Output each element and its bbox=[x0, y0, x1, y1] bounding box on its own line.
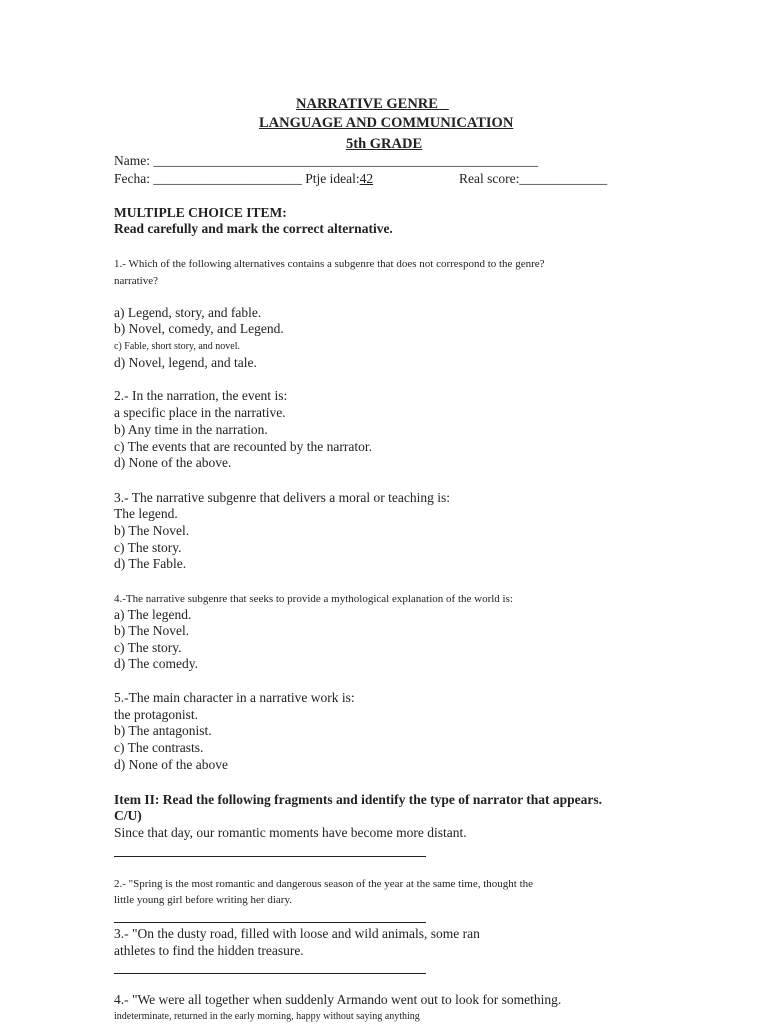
fragment4-line2: indeterminate, returned in the early morning, happy without saying anything bbox=[114, 1011, 420, 1022]
fragment3-line1: 3.- "On the dusty road, filled with loose and wild animals, some ran bbox=[114, 926, 480, 941]
q2-text: 2.- In the narration, the event is: bbox=[114, 388, 288, 403]
q1-text-line2: narrative? bbox=[114, 275, 158, 287]
fragment2-line1: 2.- "Spring is the most romantic and dangerous season of the year at the same time, thought the bbox=[114, 878, 534, 890]
section1-heading: MULTIPLE CHOICE ITEM: bbox=[114, 205, 287, 220]
q1-option-a: a) Legend, story, and fable. bbox=[114, 305, 262, 320]
q5-text: 5.-The main character in a narrative work is: bbox=[114, 690, 355, 705]
q1-text-line1: 1.- Which of the following alternatives contains a subgenre that does not correspond to the genre? bbox=[114, 258, 545, 270]
q5-option-d: d) None of the above bbox=[114, 757, 228, 772]
q3-option-a: The legend. bbox=[114, 506, 178, 521]
q1-option-b: b) Novel, comedy, and Legend. bbox=[114, 321, 284, 336]
title-grade: 5th GRADE bbox=[346, 136, 423, 152]
q2-option-b: b) Any time in the narration. bbox=[114, 422, 268, 437]
fragment3-line2: athletes to find the hidden treasure. bbox=[114, 943, 304, 958]
answer-line-2 bbox=[114, 922, 426, 923]
q5-option-a: the protagonist. bbox=[114, 707, 198, 722]
q2-option-d: d) None of the above. bbox=[114, 455, 232, 470]
q2-option-c: c) The events that are recounted by the narrator. bbox=[114, 439, 373, 454]
q4-option-d: d) The comedy. bbox=[114, 656, 198, 671]
q2-option-a: a specific place in the narrative. bbox=[114, 405, 286, 420]
q4-option-c: c) The story. bbox=[114, 640, 182, 655]
q4-option-b: b) The Novel. bbox=[114, 623, 190, 638]
q3-option-d: d) The Fable. bbox=[114, 556, 187, 571]
q4-option-a: a) The legend. bbox=[114, 607, 192, 622]
fragment2-line2: little young girl before writing her diary. bbox=[114, 894, 292, 906]
section2-heading-line2: C/U) bbox=[114, 808, 142, 823]
q1-option-d: d) Novel, legend, and tale. bbox=[114, 355, 257, 370]
q3-option-b: b) The Novel. bbox=[114, 523, 190, 538]
q3-option-c: c) The story. bbox=[114, 540, 182, 555]
q5-option-c: c) The contrasts. bbox=[114, 740, 204, 755]
q4-text: 4.-The narrative subgenre that seeks to provide a mythological explanation of the world is: bbox=[114, 593, 513, 605]
name-line: Name: _________________________________________________________ bbox=[114, 153, 539, 168]
q3-text: 3.- The narrative subgenre that delivers a moral or teaching is: bbox=[114, 490, 451, 505]
section2-heading-line1: Item II: Read the following fragments and identify the type of narrator that appears. bbox=[114, 792, 602, 807]
q5-option-b: b) The antagonist. bbox=[114, 723, 212, 738]
title-narrative-genre: NARRATIVE GENRE bbox=[296, 96, 449, 112]
ideal-score-value: 42 bbox=[359, 171, 374, 186]
title-subject: LANGUAGE AND COMMUNICATION bbox=[259, 115, 514, 131]
section1-instruction: Read carefully and mark the correct alternative. bbox=[114, 221, 393, 236]
fecha-label: Fecha: ______________________ Ptje ideal: bbox=[114, 171, 360, 186]
fragment4-line1: 4.- "We were all together when suddenly Armando went out to look for something. bbox=[114, 992, 562, 1007]
fragment1-text: Since that day, our romantic moments have become more distant. bbox=[114, 825, 467, 840]
fecha-line bbox=[114, 171, 373, 187]
real-score-label: Real score:_____________ bbox=[459, 171, 608, 186]
answer-line-1 bbox=[114, 856, 426, 857]
q1-option-c: c) Fable, short story, and novel. bbox=[114, 341, 240, 352]
answer-line-3 bbox=[114, 973, 426, 974]
